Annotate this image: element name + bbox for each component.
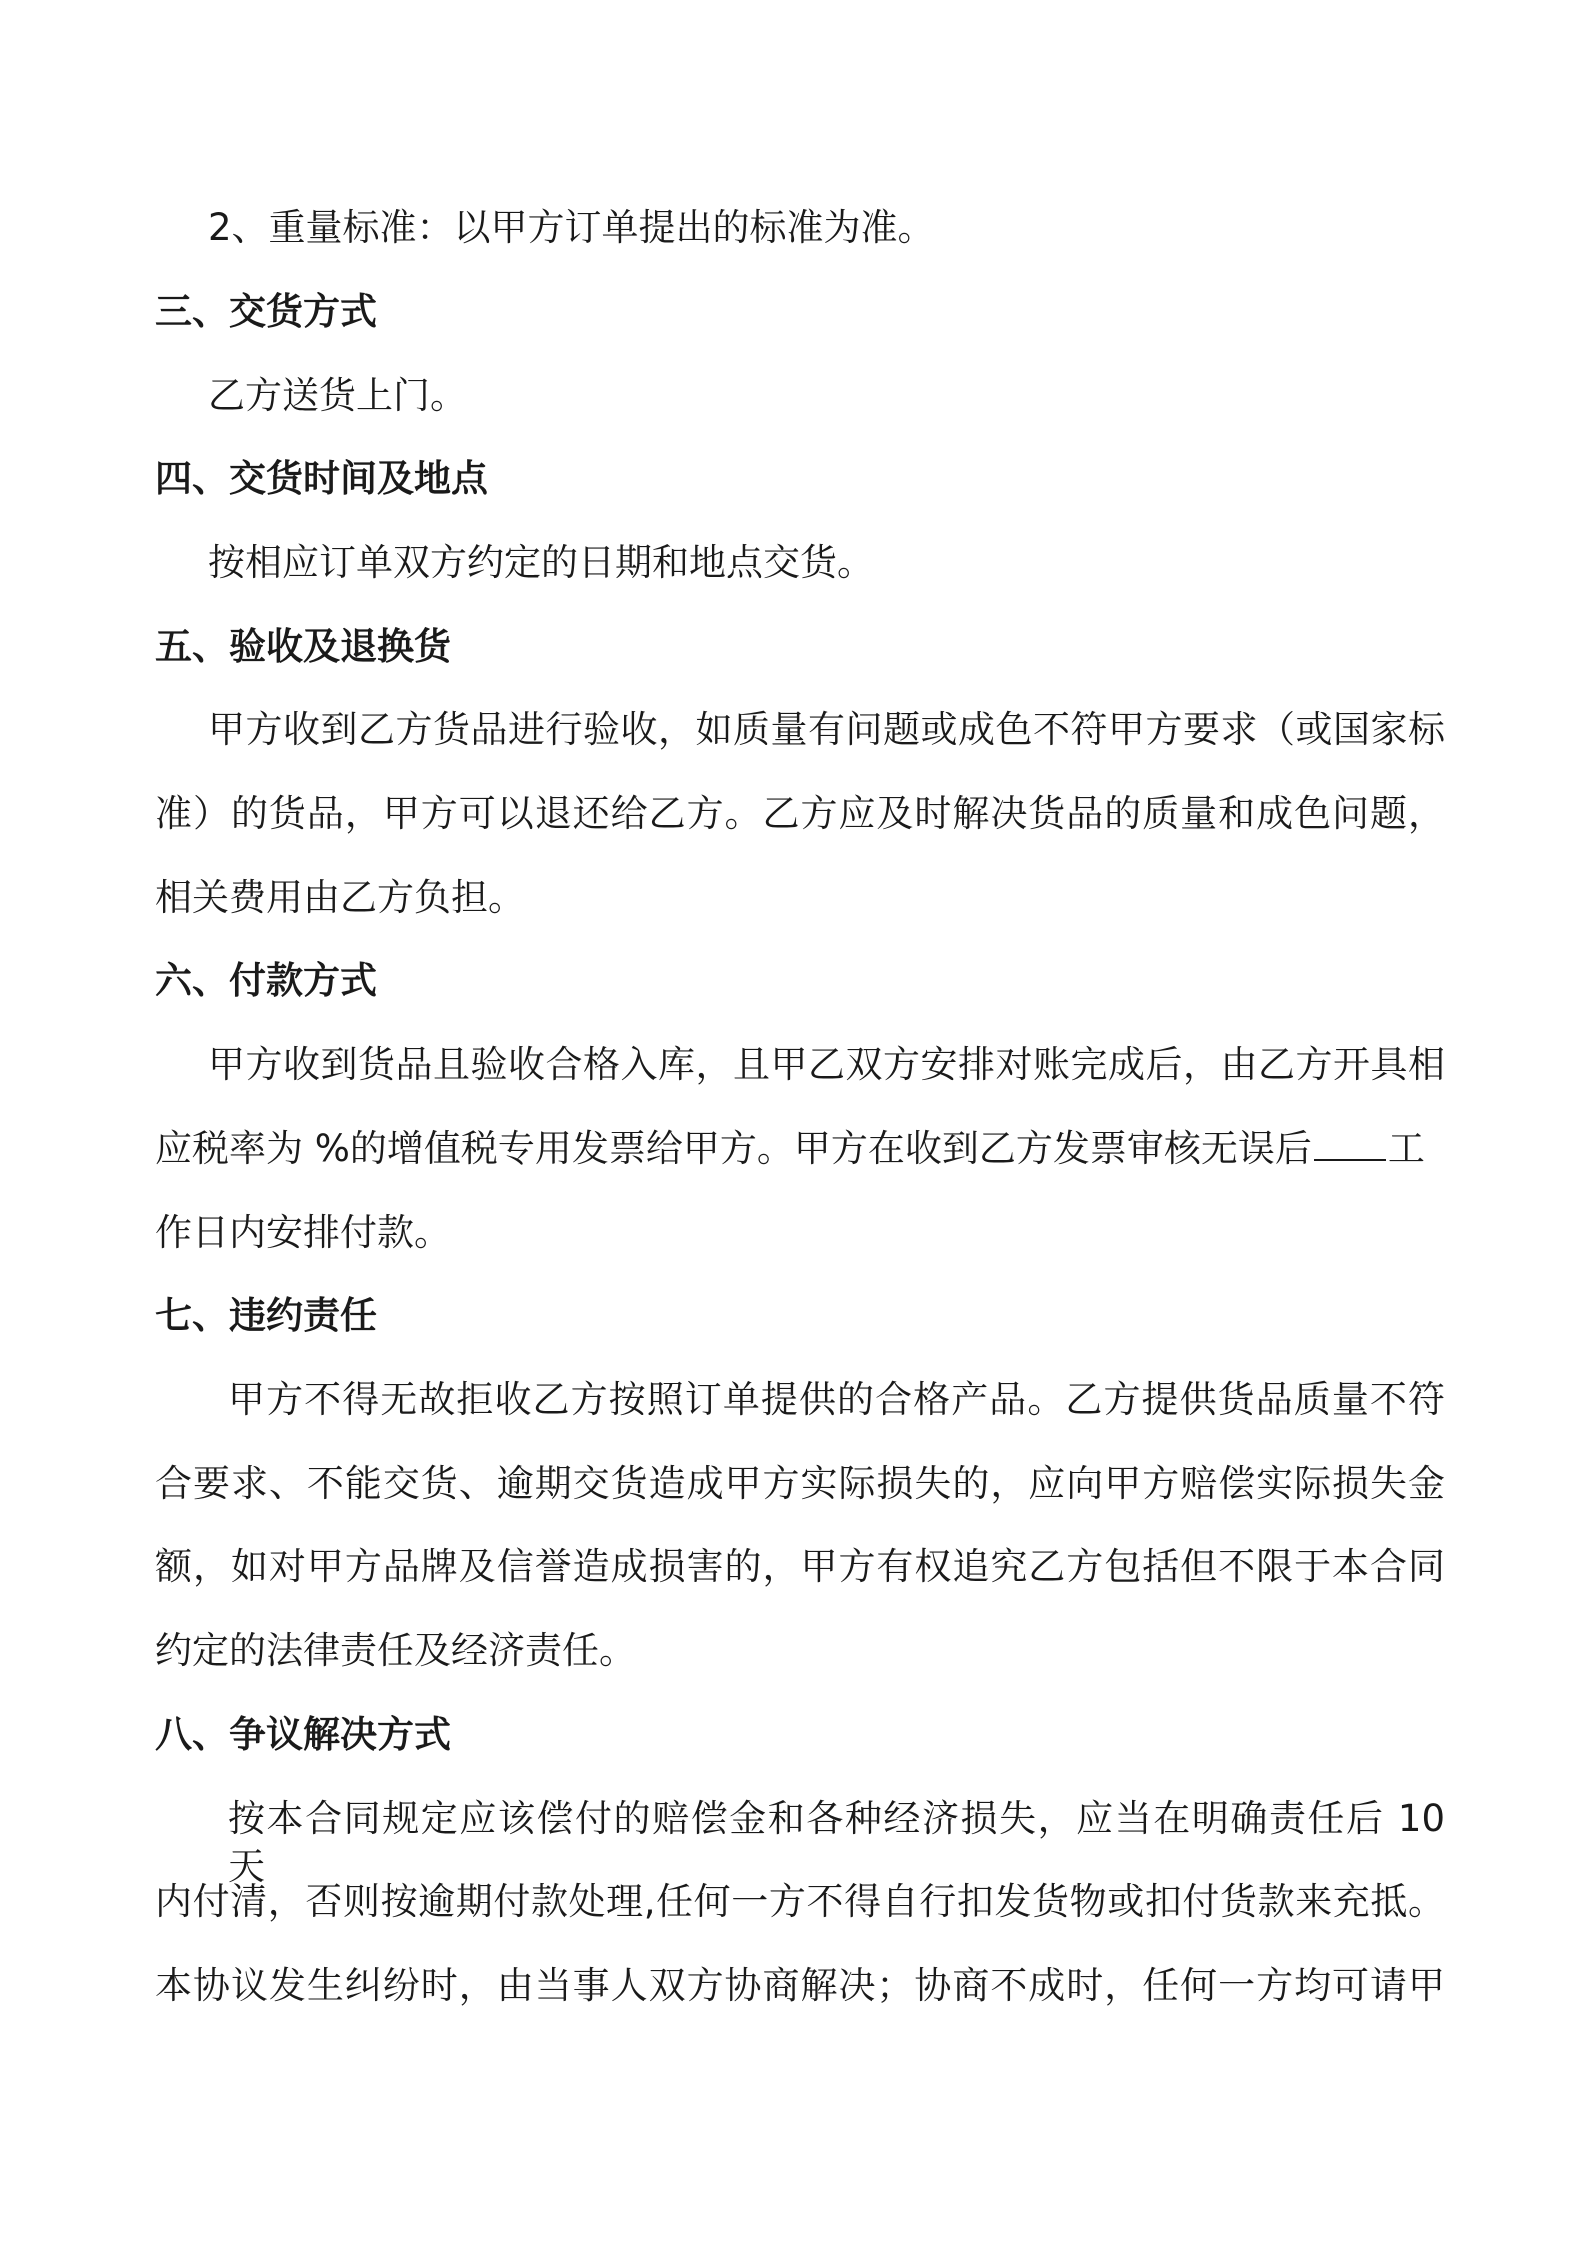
paragraph-breach-line-2: 合要求、不能交货、逾期交货造成甲方实际损失的，应向甲方赔偿实际损失金 xyxy=(155,1462,1445,1505)
section-heading-delivery-method: 三、交货方式 xyxy=(155,290,377,333)
paragraph-delivery-time-place: 按相应订单双方约定的日期和地点交货。 xyxy=(208,541,874,584)
paragraph-acceptance-line-3: 相关费用由乙方负担。 xyxy=(155,876,525,919)
paragraph-payment-line-1: 甲方收到货品且验收合格入库，且甲乙双方安排对账完成后，由乙方开具相 xyxy=(208,1043,1445,1086)
section-heading-breach-liability: 七、违约责任 xyxy=(155,1294,377,1337)
paragraph-breach-line-3: 额，如对甲方品牌及信誉造成损害的，甲方有权追究乙方包括但不限于本合同 xyxy=(155,1545,1445,1588)
section-heading-acceptance-returns: 五、验收及退换货 xyxy=(155,625,451,668)
section-heading-dispute-resolution: 八、争议解决方式 xyxy=(155,1713,451,1756)
paragraph-dispute-line-3: 本协议发生纠纷时，由当事人双方协商解决；协商不成时，任何一方均可请甲 xyxy=(155,1964,1445,2007)
payment-line-2-text: 应税率为 %的增值税专用发票给甲方。甲方在收到乙方发票审核无误后 xyxy=(155,1127,1312,1170)
section-heading-payment-method: 六、付款方式 xyxy=(155,959,377,1002)
paragraph-payment-line-2 xyxy=(155,1125,1445,1173)
paragraph-dispute-line-2: 内付清，否则按逾期付款处理,任何一方不得自行扣发货物或扣付货款来充抵。 xyxy=(155,1880,1445,1923)
paragraph-breach-line-1: 甲方不得无故拒收乙方按照订单提供的合格产品。乙方提供货品质量不符 xyxy=(228,1378,1445,1421)
blank-workdays-field xyxy=(1314,1125,1386,1161)
paragraph-dispute-line-1: 按本合同规定应该偿付的赔偿金和各种经济损失，应当在明确责任后 10 天 xyxy=(228,1797,1445,1888)
payment-line-2-tail: 工 xyxy=(1387,1127,1425,1170)
paragraph-payment-line-3: 作日内安排付款。 xyxy=(155,1211,451,1254)
clause-2-weight-standard: 2、重量标准：以甲方订单提出的标准为准。 xyxy=(208,206,935,249)
paragraph-delivery-method: 乙方送货上门。 xyxy=(208,374,467,417)
paragraph-acceptance-line-1: 甲方收到乙方货品进行验收，如质量有问题或成色不符甲方要求（或国家标 xyxy=(208,708,1445,751)
paragraph-acceptance-line-2: 准）的货品，甲方可以退还给乙方。乙方应及时解决货品的质量和成色问题， xyxy=(155,792,1445,835)
paragraph-breach-line-4: 约定的法律责任及经济责任。 xyxy=(155,1629,636,1672)
section-heading-delivery-time-place: 四、交货时间及地点 xyxy=(155,457,488,500)
